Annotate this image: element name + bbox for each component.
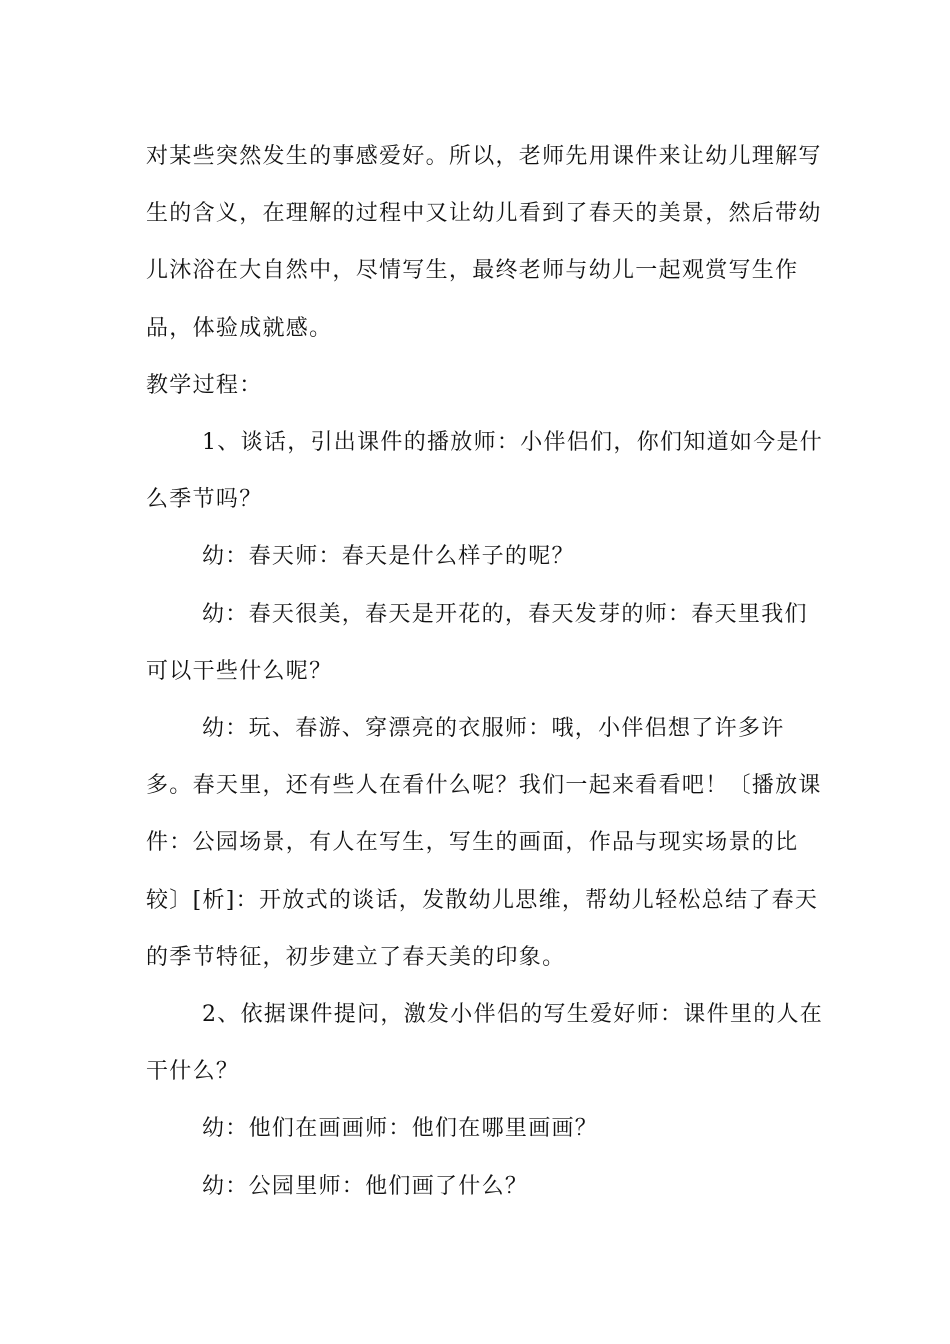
paragraph-step-2: 2、依据课件提问，激发小伴侣的写生爱好师：课件里的人在干什么？: [146, 1002, 824, 1085]
paragraph-dialogue-4: 幼：他们在画画师：他们在哪里画画？: [202, 1116, 599, 1142]
section-heading-teaching-process: 教学过程：: [146, 372, 263, 398]
paragraph-dialogue-2: 幼：春天很美，春天是开花的，春天发芽的师：春天里我们可以干些什么呢？: [146, 601, 808, 684]
paragraph-dialogue-1: 幼：春天师：春天是什么样子的呢？: [202, 544, 575, 570]
paragraph-dialogue-5: 幼：公园里师：他们画了什么？: [202, 1173, 529, 1199]
paragraph-dialogue-3: 幼：玩、春游、穿漂亮的衣服师：哦，小伴侣想了许多许多。春天里，还有些人在看什么呢？我们一起来看看吧！〔播放课件：公园场景，有人在写生，写生的画面，作品与现实场景的比较〕[析]：开放式的谈话，发散幼儿思维，帮幼儿轻松总结了春天的季节特征，初步建立了春天美的印象。: [146, 716, 822, 970]
paragraph-step-1: 1、谈话，引出课件的播放师：小伴侣们，你们知道如今是什么季节吗？: [146, 430, 824, 513]
paragraph-intro-continuation: 对某些突然发生的事感爱好。所以，老师先用课件来让幼儿理解写生的含义，在理解的过程中又让幼儿看到了春天的美景，然后带幼儿沐浴在大自然中，尽情写生，最终老师与幼儿一起观赏写生作品，体验成就感。: [146, 144, 822, 341]
document-body: [146, 128, 826, 1215]
